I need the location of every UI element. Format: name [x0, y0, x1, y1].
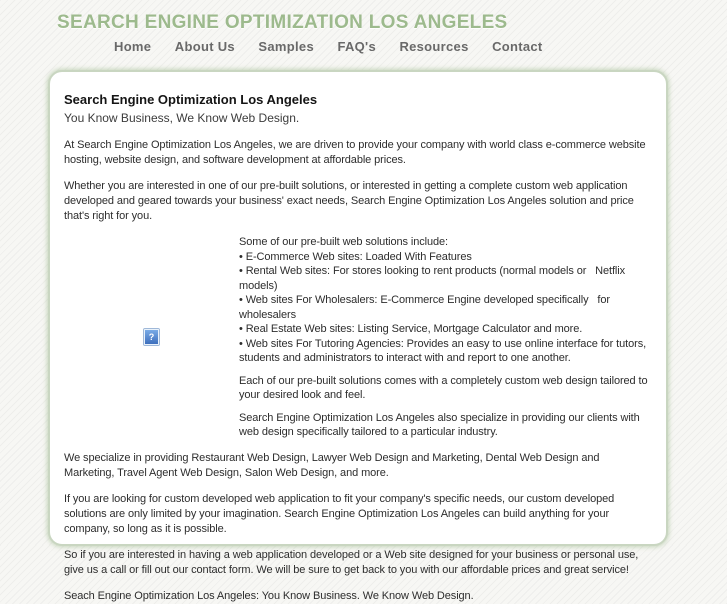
solution-item-tutoring: • Web sites For Tutoring Agencies: Provides an easy to use online interface for tutors, students and administrators to interact with and report to one another.	[239, 337, 647, 364]
nav-link-resources[interactable]: Resources	[399, 39, 469, 54]
prebuilt-paragraph: Whether you are interested in one of our pre-built solutions, or interested in getting a complete custom web application developed and geared towards your business' exact needs, Search Engine Optimization Los Angeles solution and price that's right for you.	[64, 180, 634, 222]
custom-design-paragraph: Each of our pre-built solutions comes with a completely custom web design tailored to your desired look and feel.	[239, 374, 648, 401]
solutions-intro: Some of our pre-built web solutions include:	[239, 236, 448, 248]
page-title: Search Engine Optimization Los Angeles	[64, 92, 318, 107]
nav-link-home[interactable]: Home	[114, 39, 152, 54]
solution-item-ecommerce: • E-Commerce Web sites: Loaded With Features	[239, 250, 472, 263]
solution-item-real-estate: • Real Estate Web sites: Listing Service, Mortgage Calculator and more.	[239, 323, 583, 335]
solution-item-rental: • Rental Web sites: For stores looking to rent products (normal models or Netflix models)	[239, 265, 626, 292]
industry-paragraph: Search Engine Optimization Los Angeles also specialize in providing our clients with web design specifically tailored to a particular industry.	[239, 411, 640, 438]
content-box	[48, 70, 668, 602]
tagline: You Know Business, We Know Web Design.	[64, 111, 300, 125]
broken-image-icon: ?	[144, 329, 159, 345]
solutions-text	[239, 235, 652, 440]
nav-link-contact[interactable]: Contact	[492, 39, 543, 54]
nav-link-samples[interactable]: Samples	[258, 39, 314, 54]
site-title[interactable]: SEARCH ENGINE OPTIMIZATION LOS ANGELES	[57, 12, 508, 33]
intro-paragraph: At Search Engine Optimization Los Angeles, we are driven to provide your company with world class e-commerce website hosting, website design, and software development at affordable prices.	[64, 139, 646, 166]
custom-app-paragraph: If you are looking for custom developed web application to fit your company's specific needs, our custom developed solutions are only limited by your imagination. Search Engine Optimization Los Angeles can build anything for your company, so long as it is possible.	[64, 492, 615, 535]
cta-paragraph: So if you are interested in having a web application developed or a Web site designed for your business or personal use, give us a call or fill out our contact form. We will be sure to get back to you with our affordable prices and great service!	[64, 548, 639, 576]
closing-paragraph: Seach Engine Optimization Los Angeles: You Know Business. We Know Web Design.	[64, 589, 474, 602]
nav-link-faqs[interactable]: FAQ's	[337, 39, 376, 54]
solutions-section	[64, 235, 652, 440]
main-nav	[114, 38, 727, 56]
solution-item-wholesalers: • Web sites For Wholesalers: E-Commerce Engine developed specifically for wholesalers	[239, 294, 610, 321]
nav-link-about-us[interactable]: About Us	[174, 39, 235, 54]
image-placeholder-cell	[64, 235, 239, 440]
site-header	[0, 0, 727, 56]
specialize-paragraph: We specialize in providing Restaurant Web Design, Lawyer Web Design and Marketing, Dental Web Design and Marketing, Travel Agent Web Design, Salon Web Design, and more.	[64, 451, 600, 479]
